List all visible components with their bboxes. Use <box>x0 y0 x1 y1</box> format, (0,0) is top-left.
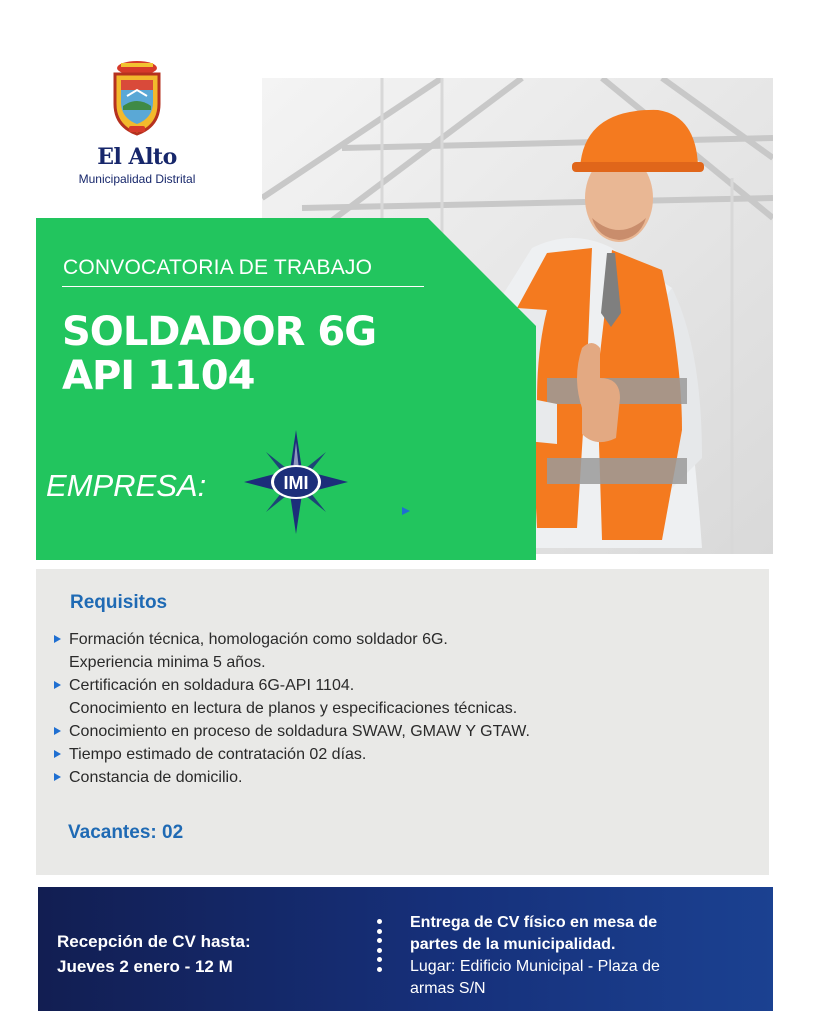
bullet-icon <box>54 727 61 735</box>
triangle-marker-icon <box>402 507 410 515</box>
vacancies-count: Vacantes: 02 <box>68 822 184 843</box>
deadline-date: Jueves 2 enero - 12 M <box>57 957 233 976</box>
imi-company-logo <box>244 430 348 534</box>
brand-name: El Alto <box>97 144 177 170</box>
bullet-icon <box>54 750 61 758</box>
requirement-text: Constancia de domicilio. <box>69 769 243 786</box>
call-subtitle: CONVOCATORIA DE TRABAJO <box>63 256 373 279</box>
requirement-text: Conocimiento en lectura de planos y especificaciones técnicas. <box>69 700 518 717</box>
place-line: armas S/N <box>410 980 486 997</box>
bullet-icon <box>54 681 61 689</box>
list-item <box>52 674 530 720</box>
requirement-text: Experiencia minima 5 años. <box>69 654 266 671</box>
cv-delivery-info <box>410 912 740 1000</box>
cv-deadline <box>57 929 251 979</box>
deadline-label: Recepción de CV hasta: <box>57 932 251 951</box>
requirement-text: Certificación en soldadura 6G-API 1104. <box>69 677 355 694</box>
list-item <box>52 766 530 789</box>
job-title <box>62 310 376 398</box>
coat-of-arms-icon <box>109 60 165 136</box>
brand-subtitle: Municipalidad Distrital <box>78 172 196 186</box>
list-item <box>52 628 530 674</box>
bullet-icon <box>54 773 61 781</box>
list-item <box>52 743 530 766</box>
requirement-text: Tiempo estimado de contratación 02 días. <box>69 746 367 763</box>
list-item <box>52 720 530 743</box>
company-label: EMPRESA: <box>46 468 207 503</box>
requirement-text: Conocimiento en proceso de soldadura SWAW, GMAW Y GTAW. <box>69 723 530 740</box>
requirement-text: Formación técnica, homologación como soldador 6G. <box>69 631 448 648</box>
bullet-icon <box>54 635 61 643</box>
svg-text:IMI: IMI <box>283 473 309 493</box>
place-line: Lugar: Edificio Municipal - Plaza de <box>410 958 660 975</box>
job-title-line2: API 1104 <box>62 353 255 399</box>
job-title-line1: SOLDADOR 6G <box>62 309 377 355</box>
dotted-separator <box>377 919 385 976</box>
municipality-logo <box>52 60 222 186</box>
delivery-line: partes de la municipalidad. <box>410 936 616 953</box>
delivery-line: Entrega de CV físico en mesa de <box>410 914 658 931</box>
requirements-list <box>52 628 530 789</box>
subtitle-underline <box>62 286 424 287</box>
requirements-heading: Requisitos <box>70 592 168 613</box>
